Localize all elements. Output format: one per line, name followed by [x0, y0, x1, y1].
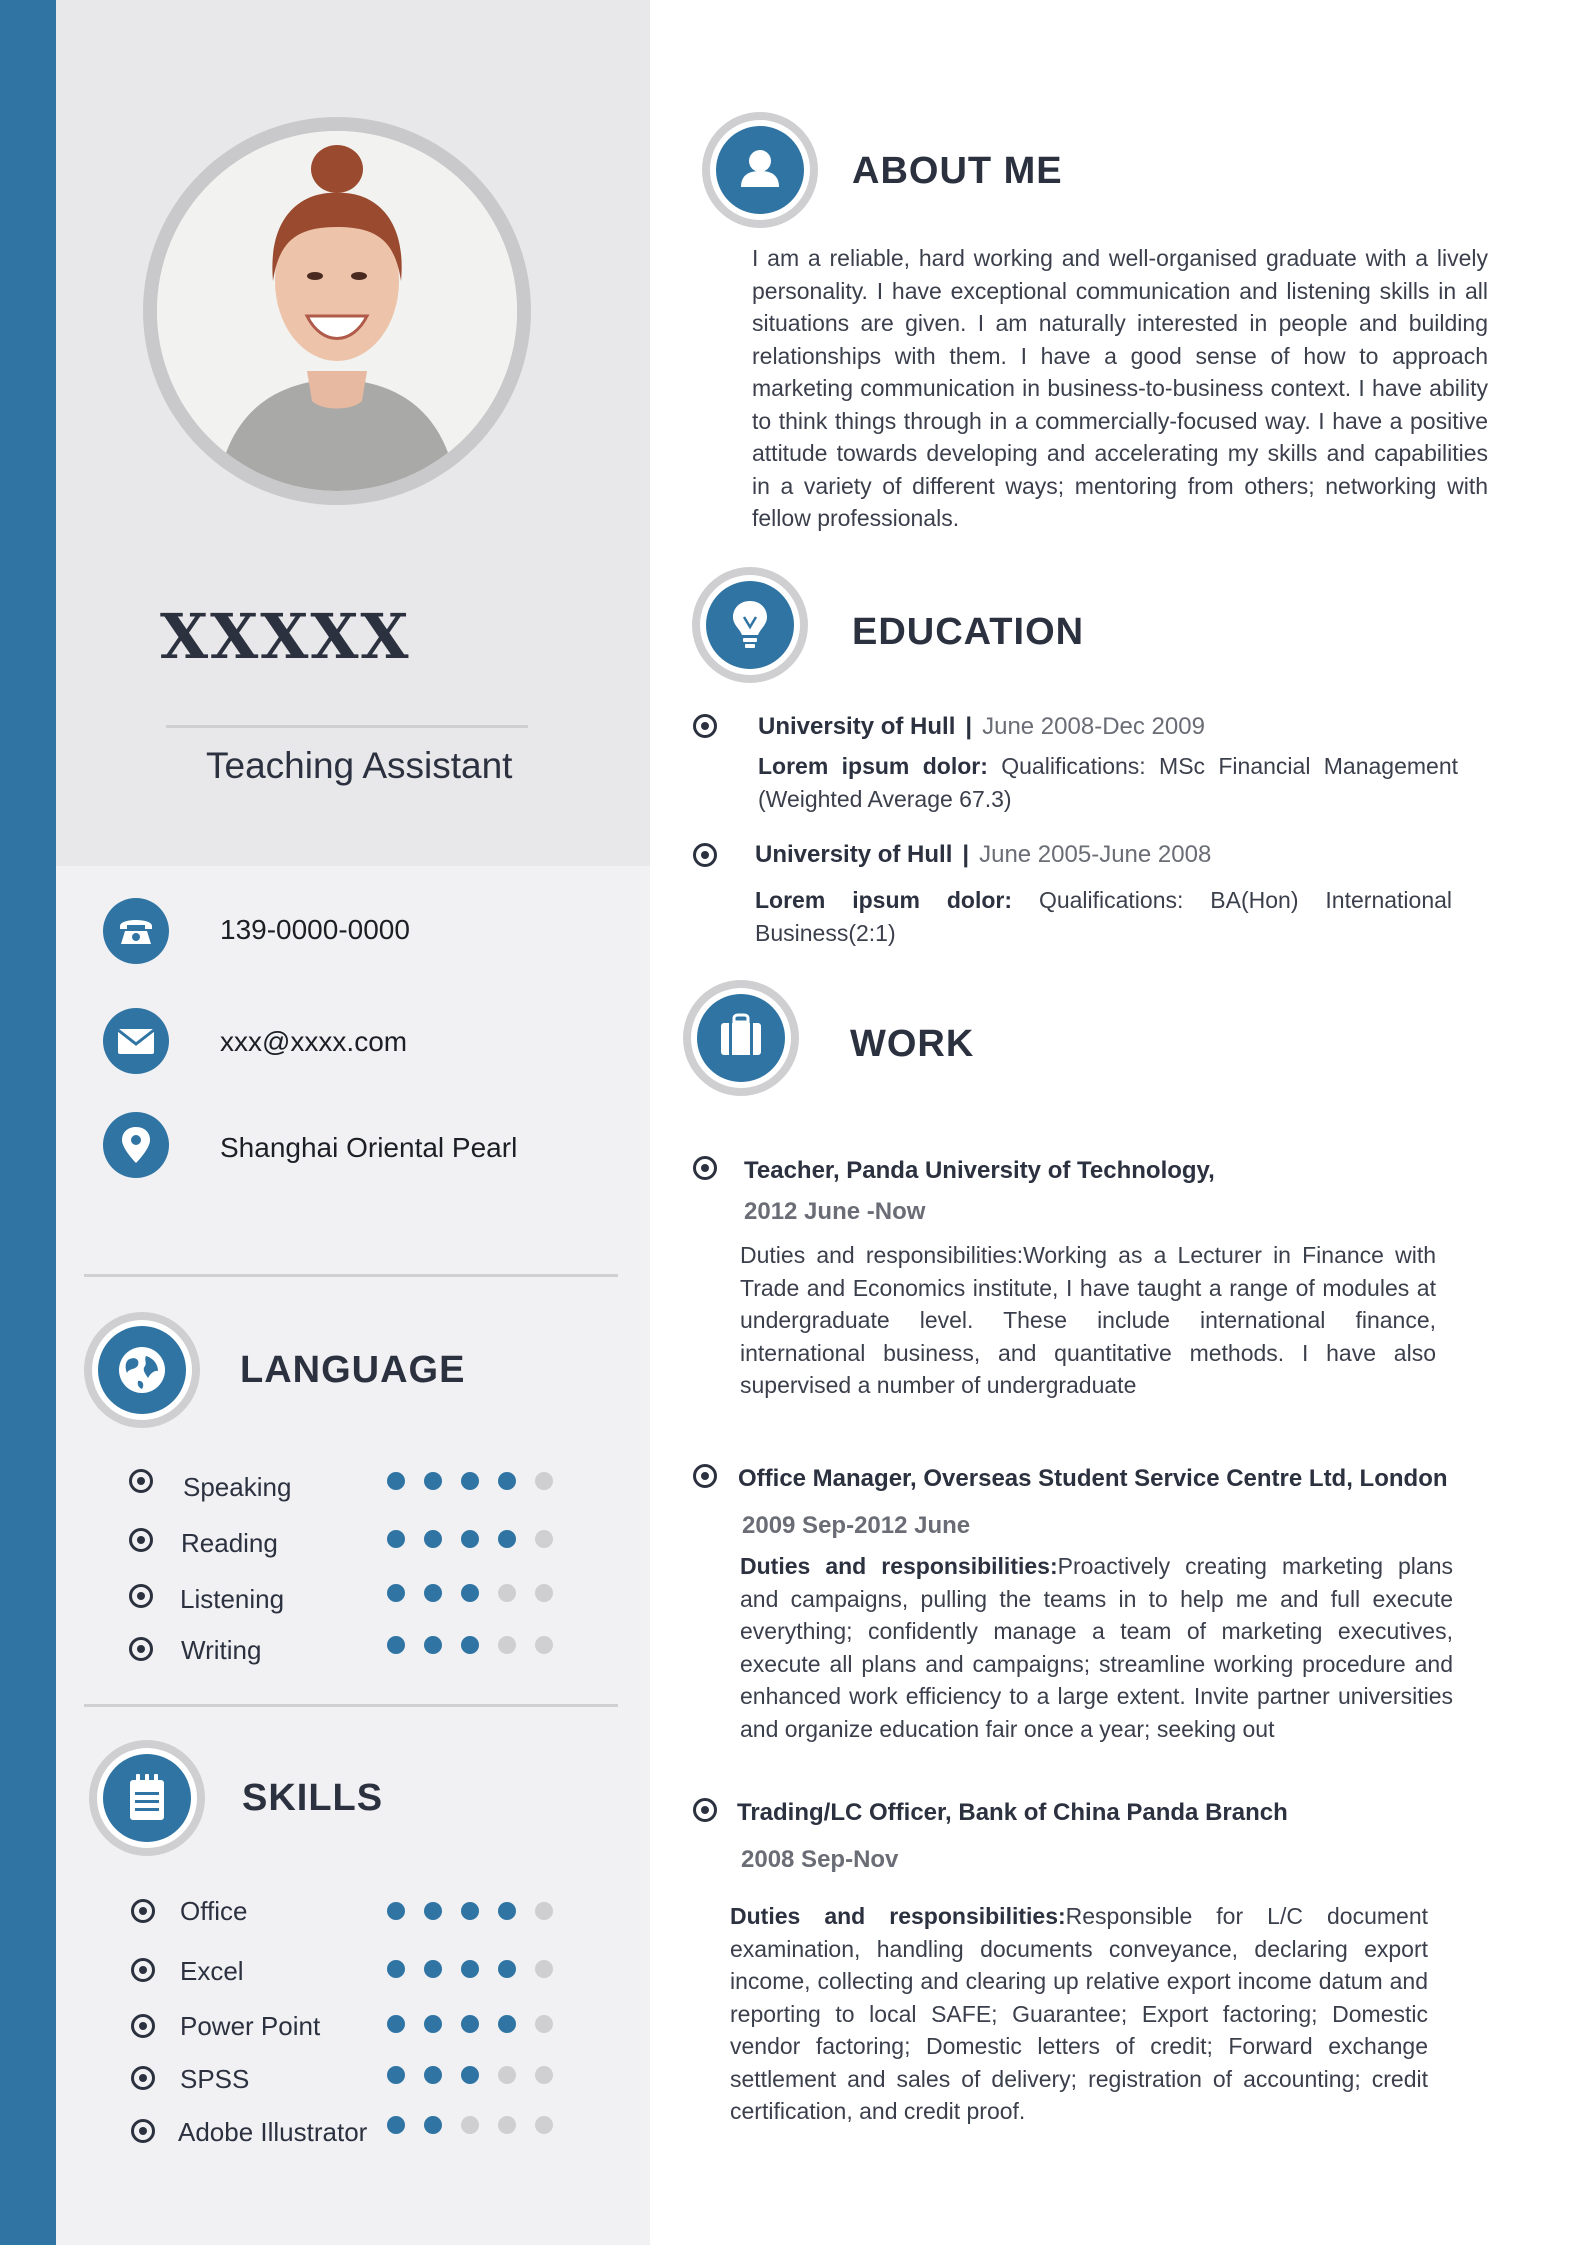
work-dates: 2012 June -Now [744, 1198, 926, 1225]
education-detail-text: Qualifications: BA(Hon) International Business(2:1) [755, 887, 1453, 946]
bullet-icon [129, 1469, 153, 1493]
bullet-icon [693, 714, 717, 738]
education-school: University of Hull [758, 713, 956, 740]
skill-level-spss [387, 2066, 553, 2084]
skill-level-adobe-illustrator [387, 2116, 553, 2134]
phone-icon [103, 898, 169, 964]
skill-level-office [387, 1902, 553, 1920]
language-label: Listening [180, 1584, 285, 1614]
bullet-icon [131, 1958, 155, 1982]
bullet-icon [693, 1798, 717, 1822]
work-title-text: Office Manager, Overseas Student Service Centre Ltd, London [738, 1465, 1448, 1492]
education-detail-label: Lorem ipsum dolor: [758, 753, 988, 779]
bullet-icon [131, 1899, 155, 1923]
education-detail [758, 750, 1458, 815]
work-title-text: Trading/LC Officer, Bank of China Panda Branch [737, 1799, 1288, 1826]
globe-icon [84, 1312, 200, 1428]
work-description-text: Duties and responsibilities:Working as a Lecturer in Finance with Trade and Economics institute, I have taught a range of modules at undergraduate level. These include international finance, international business, and quantitative methods. I have also supervised a number of undergraduate [740, 1242, 1436, 1398]
bullet-icon [693, 1156, 717, 1180]
lightbulb-icon [692, 567, 808, 683]
skill-label: Excel [180, 1956, 244, 1986]
bullet-icon [129, 1584, 153, 1608]
bullet-icon [131, 2066, 155, 2090]
accent-stripe [0, 0, 56, 2245]
education-dates: June 2008-Dec 2009 [982, 713, 1205, 740]
work-title: WORK [850, 1023, 975, 1065]
skill-label: Office [180, 1896, 248, 1926]
language-level-speaking [387, 1472, 553, 1490]
user-icon [702, 112, 818, 228]
skills-title: SKILLS [242, 1777, 384, 1819]
education-entry-header [758, 713, 1205, 741]
education-detail [755, 884, 1452, 949]
profile-name: XXXXX [160, 600, 411, 673]
separator: | [965, 713, 973, 740]
language-title: LANGUAGE [240, 1349, 466, 1391]
education-detail-label: Lorem ipsum dolor: [755, 887, 1013, 913]
skill-level-power-point [387, 2015, 553, 2033]
work-dates: 2008 Sep-Nov [741, 1846, 899, 1873]
work-description-label: Duties and responsibilities: [740, 1553, 1058, 1579]
skill-level-excel [387, 1960, 553, 1978]
education-detail-text: Qualifications: MSc Financial Management (Weighted Average 67.3) [758, 753, 1459, 812]
education-title: EDUCATION [852, 611, 1085, 653]
name-underline [166, 725, 528, 728]
language-label: Speaking [183, 1472, 292, 1502]
language-level-reading [387, 1530, 553, 1548]
education-school: University of Hull [755, 841, 953, 868]
work-description [740, 1550, 1453, 1745]
about-text: I am a reliable, hard working and well-organised graduate with a lively personality. I have exceptional communication and listening skills in all situations are given. I am naturally interested in people and building relationships with them. I have a good sense of how to approach marketing communication in business-to-business context. I have ability to think things through in a commercially-focused way. I have a positive attitude towards developing and accelerating my skills and capabilities in a variety of different ways; mentoring from others; networking with fellow professionals. [752, 245, 1488, 531]
skill-label: Power Point [180, 2011, 321, 2041]
work-title-text: Teacher, Panda University of Technology, [744, 1157, 1215, 1184]
clipboard-icon [89, 1740, 205, 1856]
work-description-label: Duties and responsibilities: [730, 1903, 1066, 1929]
phone-number: 139-0000-0000 [220, 914, 410, 945]
profile-role: Teaching Assistant [206, 745, 513, 786]
education-dates: June 2005-June 2008 [979, 841, 1212, 868]
skill-label: Adobe Illustrator [178, 2117, 368, 2147]
separator: | [962, 841, 970, 868]
work-description [730, 1900, 1428, 2128]
education-entry-header [755, 841, 1211, 869]
email-address: xxx@xxxx.com [220, 1026, 408, 1057]
about-title: ABOUT ME [852, 150, 1063, 192]
skill-label: SPSS [180, 2064, 250, 2094]
work-description-text: Responsible for L/C document examination, handling documents conveyance, declaring export income, collecting and clearing up relative export income datum and reporting to local SAFE; Guarantee; Export factoring; Domestic vendor factoring; Domestic letters of credit; Forward exchange settlement and sales of delivery; registration of accounting; credit certification, and credit proof. [730, 1903, 1429, 2124]
sidebar-divider [84, 1704, 618, 1707]
bullet-icon [129, 1637, 153, 1661]
work-dates: 2009 Sep-2012 June [742, 1512, 971, 1539]
work-description-text: Proactively creating marketing plans and campaigns, pulling the teams in to help me and full execute everything; confidently manage a team of marketing executives, execute all plans and campaigns; streamline working procedure and enhanced work efficiency to a large extent. Invite partner universities and organize education fair once a year; seeking out [740, 1553, 1453, 1742]
briefcase-icon [683, 980, 799, 1096]
sidebar-divider [84, 1274, 618, 1277]
bullet-icon [131, 2014, 155, 2038]
bullet-icon [129, 1528, 153, 1552]
language-label: Reading [181, 1528, 278, 1558]
location-pin-icon [103, 1112, 169, 1178]
language-level-listening [387, 1584, 553, 1602]
location: Shanghai Oriental Pearl [220, 1132, 518, 1163]
work-description [740, 1239, 1436, 1402]
bullet-icon [693, 843, 717, 867]
profile-photo-image [157, 131, 517, 491]
bullet-icon [131, 2119, 155, 2143]
language-label: Writing [181, 1635, 262, 1665]
language-level-writing [387, 1636, 553, 1654]
mail-icon [103, 1008, 169, 1074]
profile-photo [143, 117, 531, 505]
bullet-icon [693, 1464, 717, 1488]
